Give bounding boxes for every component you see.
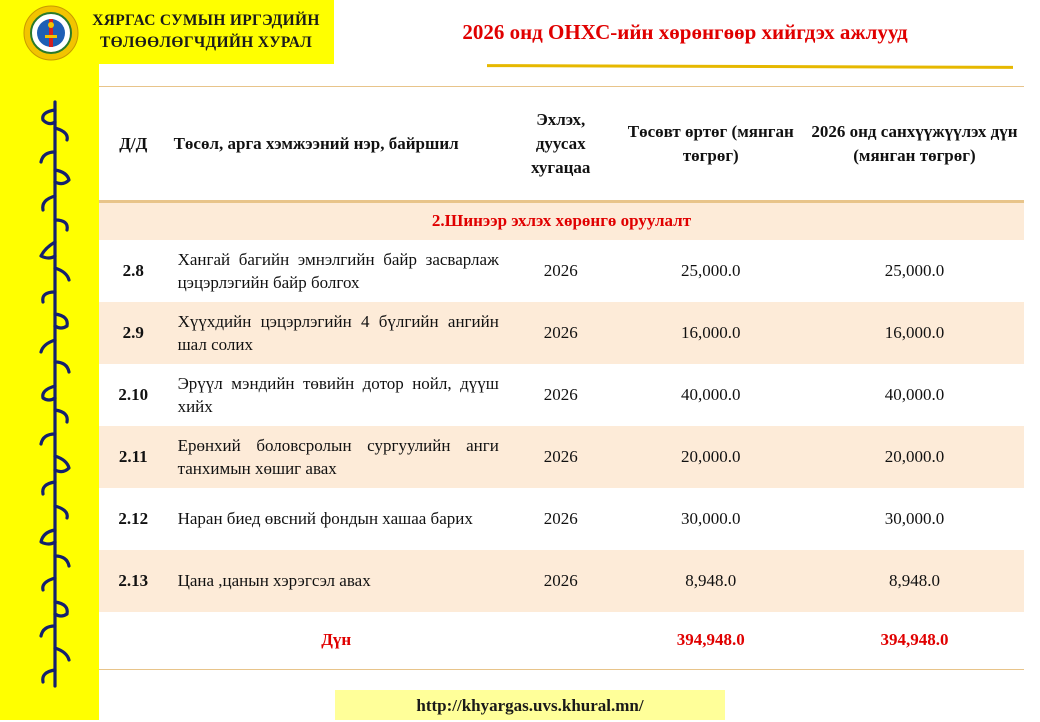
row-project-name: Ерөнхий боловсролын сургуулийн анги танхимын хөшиг авах xyxy=(177,435,499,478)
row-budget: 20,000.0 xyxy=(681,446,741,466)
footer-website-link[interactable]: http://khyargas.uvs.khural.mn/ xyxy=(335,690,725,720)
row-project-name: Наран биед өвсний фондын хашаа барих xyxy=(177,509,473,528)
row-funding: 16,000.0 xyxy=(884,322,945,342)
row-year: 2026 xyxy=(543,322,578,342)
investment-table xyxy=(99,86,1024,670)
col-header-period: Эхлэх, дуусах хугацаа xyxy=(505,87,617,202)
row-project-name: Цана ,цанын хэрэгсэл авах xyxy=(177,571,371,590)
section-label: 2.Шинээр эхлэх хөрөнгө оруулалт xyxy=(431,211,692,231)
col-header-budget: Төсөвт өртөг (мянган төгрөг) xyxy=(617,87,805,202)
row-year: 2026 xyxy=(543,570,578,590)
table-row xyxy=(99,302,1024,364)
row-funding: 40,000.0 xyxy=(884,384,945,404)
slide-title: 2026 онд ОНХС-ийн хөрөнгөөр хийгдэх ажлууд xyxy=(462,20,908,44)
row-budget: 30,000.0 xyxy=(681,508,741,528)
row-number: 2.11 xyxy=(118,446,148,466)
col-header-funding: 2026 онд санхүүжүүлэх дүн (мянган төгрөг) xyxy=(805,87,1024,202)
row-funding: 8,948.0 xyxy=(888,570,940,590)
col-header-no: Д/Д xyxy=(99,87,168,202)
col-header-name: Төсөл, арга хэмжээний нэр, байршил xyxy=(168,87,505,202)
row-budget: 8,948.0 xyxy=(685,570,737,590)
row-number: 2.10 xyxy=(118,384,149,404)
row-year: 2026 xyxy=(543,446,578,466)
total-label: Дүн xyxy=(168,612,505,670)
row-funding: 30,000.0 xyxy=(884,508,945,528)
row-funding: 20,000.0 xyxy=(884,446,945,466)
row-funding: 25,000.0 xyxy=(884,260,945,280)
table-row xyxy=(99,488,1024,550)
org-name-line1: ХЯРГАС СУМЫН ИРГЭДИЙН xyxy=(92,12,320,29)
table-header-row xyxy=(99,87,1024,202)
total-funding: 394,948.0 xyxy=(805,612,1024,670)
row-number: 2.9 xyxy=(122,322,144,342)
mongolian-script-icon xyxy=(26,96,84,692)
row-project-name: Хүүхдийн цэцэрлэгийн 4 бүлгийн ангийн шал солих xyxy=(177,311,499,354)
row-project-name: Хангай багийн эмнэлгийн байр засварлаж цэцэрлэгийн байр болгох xyxy=(177,249,499,292)
total-spacer xyxy=(99,612,168,670)
row-budget: 25,000.0 xyxy=(681,260,741,280)
total-budget: 394,948.0 xyxy=(617,612,805,670)
vertical-mongolian-script-decoration xyxy=(26,96,84,692)
title-underline xyxy=(487,64,1013,69)
section-header-row xyxy=(99,202,1024,240)
header-org-box xyxy=(0,0,334,64)
row-year: 2026 xyxy=(543,260,578,280)
row-number: 2.12 xyxy=(118,508,149,528)
row-number: 2.13 xyxy=(118,570,149,590)
row-budget: 40,000.0 xyxy=(681,384,741,404)
org-name-line2: ТӨЛӨӨЛӨГЧДИЙН ХУРАЛ xyxy=(99,34,313,51)
row-year: 2026 xyxy=(543,508,578,528)
row-number: 2.8 xyxy=(122,260,144,280)
table-row xyxy=(99,364,1024,426)
row-year: 2026 xyxy=(543,384,578,404)
table-row xyxy=(99,240,1024,302)
total-row xyxy=(99,612,1024,670)
table-row xyxy=(99,426,1024,488)
organization-name xyxy=(86,10,326,54)
row-project-name: Эрүүл мэндийн төвийн дотор нойл, дүүш хийх xyxy=(177,373,499,416)
row-budget: 16,000.0 xyxy=(681,322,741,342)
total-year-spacer xyxy=(505,612,617,670)
table-row xyxy=(99,550,1024,612)
soyombo-emblem-icon xyxy=(23,5,79,61)
